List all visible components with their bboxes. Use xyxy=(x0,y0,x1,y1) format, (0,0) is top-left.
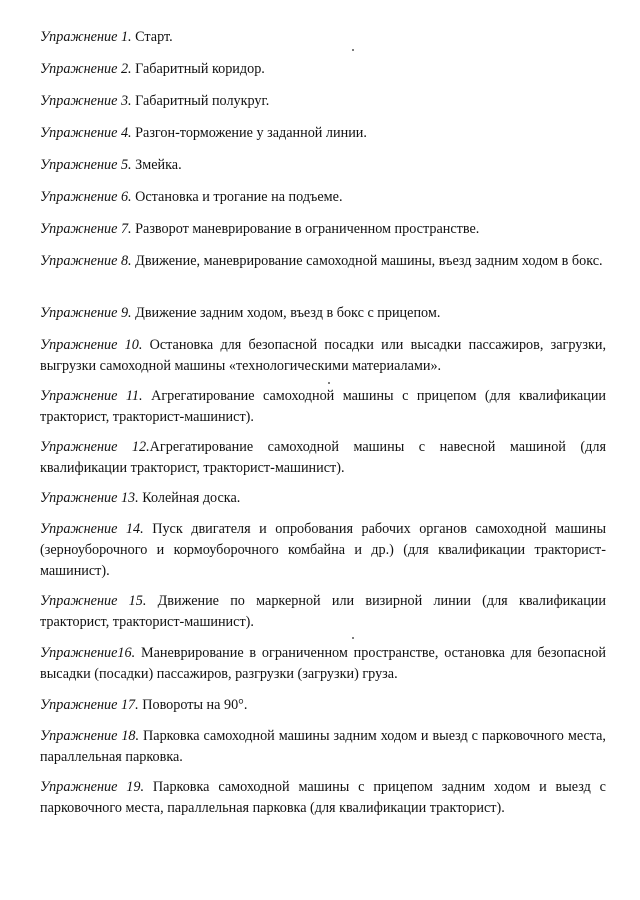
exercise-text: Змейка. xyxy=(131,157,182,173)
exercise-text: Парковка самоходной машины с прицепом задним ходом и выезд с парковочного места, параллельная парковка (для квалификации тракторист). xyxy=(40,779,606,816)
exercise-text: Агрегатирование самоходной машины с прицепом (для квалификации тракторист, тракторист-машинист). xyxy=(40,388,606,425)
exercise-15 xyxy=(40,591,606,633)
exercise-2 xyxy=(40,59,606,80)
exercise-4 xyxy=(40,123,606,144)
exercise-text: Движение по маркерной или визирной линии (для квалификации тракторист, тракторист-машинист). xyxy=(40,593,606,630)
exercise-16 xyxy=(40,643,606,685)
exercise-8 xyxy=(40,251,606,272)
exercise-label: Упражнение16. xyxy=(40,645,136,661)
exercise-text: Старт. xyxy=(131,29,173,45)
scan-speck xyxy=(352,49,354,51)
exercise-label: Упражнение 19. xyxy=(40,779,145,795)
exercise-label: Упражнение 7. xyxy=(40,221,132,237)
exercise-text: Разворот маневрирование в ограниченном пространстве. xyxy=(131,221,480,237)
exercise-12 xyxy=(40,437,606,479)
scan-speck xyxy=(352,637,354,639)
exercise-1 xyxy=(40,27,606,48)
exercise-18 xyxy=(40,726,606,768)
exercise-text: Колейная доска. xyxy=(138,490,241,506)
exercise-7 xyxy=(40,219,606,240)
exercise-label: Упражнение 4. xyxy=(40,125,132,141)
exercise-text: Пуск двигателя и опробования рабочих органов самоходной машины (зерноуборочного и кормоуборочного комбайна и др.) (для квалификации тракторист-машинист). xyxy=(40,521,606,579)
exercise-label: Упражнение 15. xyxy=(40,593,147,609)
exercise-9 xyxy=(40,303,606,324)
exercise-label: Упражнение 10. xyxy=(40,337,143,353)
exercise-label: Упражнение 6. xyxy=(40,189,132,205)
exercise-label: Упражнение 17. xyxy=(40,697,139,713)
exercise-label: Упражнение 2. xyxy=(40,61,132,77)
exercise-14 xyxy=(40,519,606,582)
exercise-text: Габаритный полукруг. xyxy=(131,93,270,109)
exercise-label: Упражнение 1. xyxy=(40,29,132,45)
exercise-text: Движение, маневрирование самоходной машины, въезд задним ходом в бокс. xyxy=(131,253,603,269)
exercise-label: Упражнение 8. xyxy=(40,253,132,269)
exercise-label: Упражнение 18. xyxy=(40,728,140,744)
exercise-text: Остановка для безопасной посадки или высадки пассажиров, загрузки, выгрузки самоходной машины «технологическими материалами». xyxy=(40,337,606,374)
exercise-label: Упражнение 11. xyxy=(40,388,143,404)
exercise-6 xyxy=(40,187,606,208)
exercise-text: Повороты на 90°. xyxy=(138,697,248,713)
exercise-text: Разгон-торможение у заданной линии. xyxy=(131,125,367,141)
exercise-text: Маневрирование в ограниченном пространстве, остановка для безопасной высадки (посадки) пассажиров, разгрузки (загрузки) груза. xyxy=(40,645,606,682)
exercise-label: Упражнение 3. xyxy=(40,93,132,109)
scan-speck xyxy=(328,382,330,384)
exercise-text: Парковка самоходной машины задним ходом и выезд с парковочного места, параллельная парковка. xyxy=(40,728,606,765)
exercise-11 xyxy=(40,386,606,428)
exercise-17 xyxy=(40,695,606,716)
exercise-3 xyxy=(40,91,606,112)
exercise-label: Упражнение 5. xyxy=(40,157,132,173)
exercise-text: Остановка и трогание на подъеме. xyxy=(131,189,343,205)
exercise-10 xyxy=(40,335,606,377)
exercise-label: Упражнение 9. xyxy=(40,305,132,321)
exercise-13 xyxy=(40,488,606,509)
exercise-19 xyxy=(40,777,606,819)
exercise-text: Габаритный коридор. xyxy=(131,61,265,77)
exercise-label: Упражнение 13. xyxy=(40,490,139,506)
exercise-label: Упражнение 12. xyxy=(40,439,150,455)
exercise-text: Движение задним ходом, въезд в бокс с прицепом. xyxy=(131,305,441,321)
exercise-5 xyxy=(40,155,606,176)
exercise-text: Агрегатирование самоходной машины с навесной машиной (для квалификации тракторист, тракторист-машинист). xyxy=(40,439,606,476)
exercise-label: Упражнение 14. xyxy=(40,521,144,537)
